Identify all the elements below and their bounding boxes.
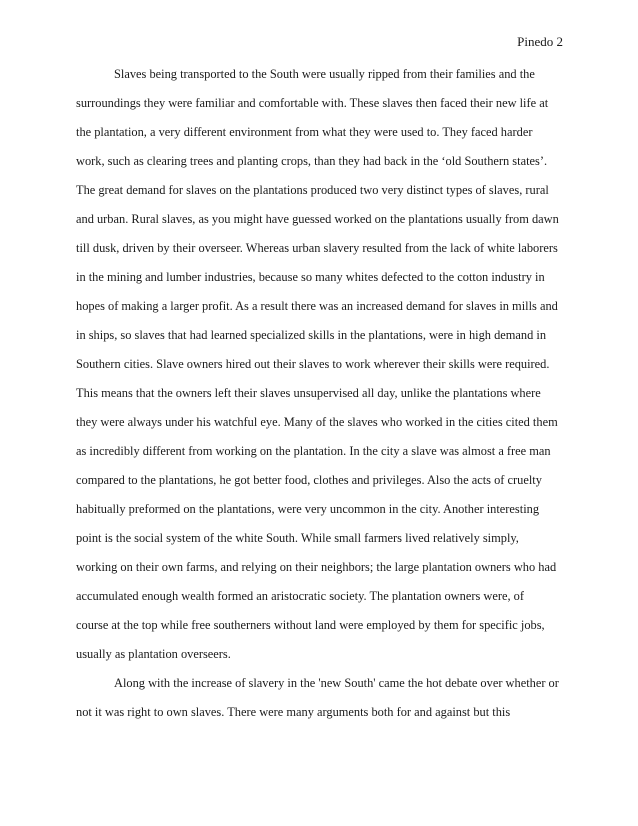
- paragraph: [76, 669, 576, 727]
- text-line: course at the top while free southerners without land were employed by them for specific jobs,: [76, 618, 545, 632]
- text-line: compared to the plantations, he got better food, clothes and privileges. Also the acts of cruelty: [76, 473, 542, 487]
- text-line: point is the social system of the white South. While small farmers lived relatively simply,: [76, 531, 519, 545]
- text-line: the plantation, a very different environment from what they were used to. They faced harder: [76, 125, 533, 139]
- text-line: This means that the owners left their slaves unsupervised all day, unlike the plantations where: [76, 386, 541, 400]
- paragraph: [76, 60, 576, 669]
- text-line: and urban. Rural slaves, as you might have guessed worked on the plantations usually from dawn: [76, 212, 559, 226]
- text-line: The great demand for slaves on the plantations produced two very distinct types of slaves, rural: [76, 183, 549, 197]
- text-line: habitually preformed on the plantations, were very uncommon in the city. Another interesting: [76, 502, 540, 516]
- text-line: working on their own farms, and relying on their neighbors; the large plantation owners who had: [76, 560, 557, 574]
- text-line: they were always under his watchful eye. Many of the slaves who worked in the cities cited them: [76, 415, 558, 429]
- text-line: as incredibly different from working on the plantation. In the city a slave was almost a free man: [76, 444, 551, 458]
- text-line: Southern cities. Slave owners hired out their slaves to work wherever their skills were required.: [76, 357, 550, 371]
- text-line: hopes of making a larger profit. As a result there was an increased demand for slaves in mills and: [76, 299, 558, 313]
- text-line: till dusk, driven by their overseer. Whereas urban slavery resulted from the lack of white laborers: [76, 241, 558, 255]
- text-line: work, such as clearing trees and planting crops, than they had back in the ‘old Southern states’.: [76, 154, 548, 168]
- text-line: accumulated enough wealth formed an aristocratic society. The plantation owners were, of: [76, 589, 524, 603]
- text-line: not it was right to own slaves. There were many arguments both for and against but this: [76, 705, 511, 719]
- body-text: [76, 60, 576, 727]
- text-line: Along with the increase of slavery in the 'new South' came the hot debate over whether or: [114, 676, 559, 690]
- text-line: surroundings they were familiar and comfortable with. These slaves then faced their new life at: [76, 96, 549, 110]
- text-line: Slaves being transported to the South were usually ripped from their families and the: [114, 67, 535, 81]
- text-line: in ships, so slaves that had learned specialized skills in the plantations, were in high demand in: [76, 328, 547, 342]
- running-head: Pinedo 2: [517, 34, 563, 49]
- text-line: usually as plantation overseers.: [76, 647, 231, 661]
- text-line: in the mining and lumber industries, because so many whites defected to the cotton industry in: [76, 270, 545, 284]
